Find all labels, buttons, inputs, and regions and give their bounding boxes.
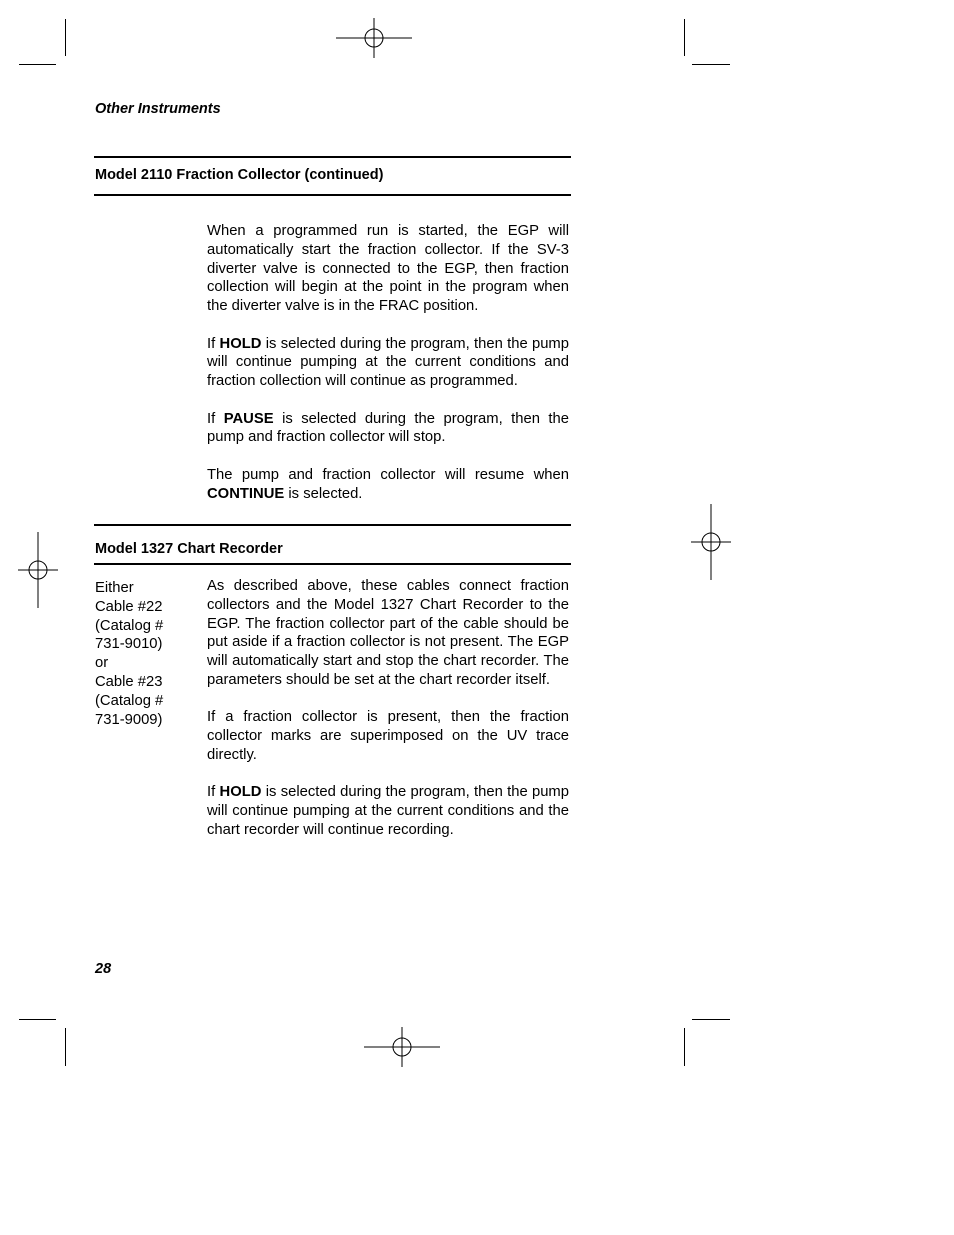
paragraph: As described above, these cables connect fraction collectors and the Model 1327 Chart Recorder to the EGP. The fraction collector part of the cable should be put aside if a fraction collector is not present. The EGP will automatically start and stop the chart recorder. The parameters should be set at the chart recorder itself. [207, 578, 569, 688]
paragraph: If PAUSE is selected during the program, then the pump and fraction collector will stop. [207, 410, 569, 446]
section-rule-bottom [94, 194, 571, 196]
crop-mark-top-left-horizontal [19, 64, 56, 65]
keyword-hold: HOLD [219, 335, 262, 352]
side-note-line: (Catalog # [95, 692, 164, 709]
side-note-line: Cable #22 [95, 598, 163, 615]
crop-mark-top-right-horizontal [692, 64, 730, 65]
keyword-pause: PAUSE [223, 410, 274, 427]
side-note-line: 731-9009) [95, 711, 163, 728]
crop-mark-bottom-right-horizontal [692, 1019, 730, 1020]
section-title-fraction-collector: Model 2110 Fraction Collector (continued) [95, 167, 384, 183]
section-rule-bottom [94, 563, 571, 565]
paragraph: If a fraction collector is present, then the fraction collector marks are superimposed on the UV trace directly. [207, 709, 569, 763]
side-note-line: Cable #23 [95, 673, 163, 690]
section-rule-top [94, 524, 571, 526]
section-body-fraction-collector [207, 222, 569, 522]
section-body-chart-recorder [207, 577, 569, 858]
crop-mark-bottom-left-horizontal [19, 1019, 56, 1020]
crop-mark-bottom-left-vertical [65, 1028, 66, 1066]
registration-mark-top [336, 18, 412, 58]
paragraph: The pump and fraction collector will resume when CONTINUE is selected. [207, 466, 569, 502]
side-note-line: or [95, 655, 109, 672]
section-title-chart-recorder: Model 1327 Chart Recorder [95, 541, 283, 557]
crop-mark-bottom-right-vertical [684, 1028, 685, 1066]
registration-mark-right [691, 504, 731, 580]
crop-mark-top-left-vertical [65, 19, 66, 56]
keyword-hold: HOLD [219, 784, 262, 801]
crop-mark-top-right-vertical [684, 19, 685, 56]
section-rule-top [94, 156, 571, 158]
paragraph: If HOLD is selected during the program, then the pump will continue pumping at the current conditions and the chart recorder will continue recording. [207, 784, 569, 838]
side-note-line: Either [95, 580, 134, 596]
registration-mark-left [18, 532, 58, 608]
side-note-cable-catalog [95, 579, 195, 729]
side-note-line: (Catalog # [95, 617, 164, 634]
keyword-continue: CONTINUE [207, 485, 285, 502]
registration-mark-bottom [364, 1027, 440, 1067]
side-note-line: 731-9010) [95, 636, 163, 653]
page-number: 28 [95, 961, 112, 977]
paragraph: If HOLD is selected during the program, then the pump will continue pumping at the current conditions and fraction collection will continue as programmed. [207, 335, 569, 390]
running-header: Other Instruments [95, 101, 221, 117]
paragraph: When a programmed run is started, the EGP will automatically start the fraction collector. If the SV-3 diverter valve is connected to the EGP, then fraction collection will begin at the point in the program when the diverter valve is in the FRAC position. [207, 223, 569, 315]
